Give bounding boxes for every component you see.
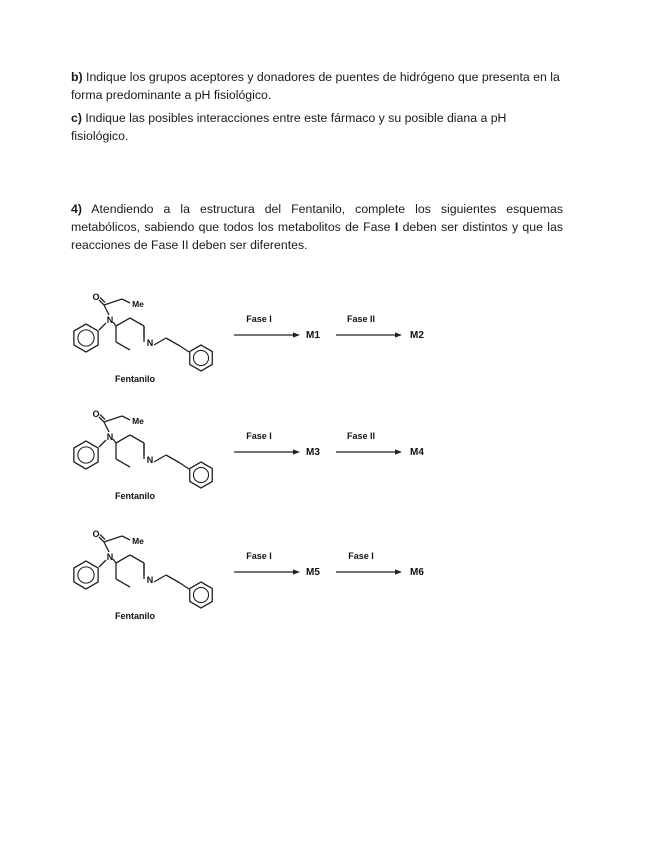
n-phenyl-ring <box>74 441 98 469</box>
ethyl-bond <box>104 299 122 305</box>
piperidine-bond <box>130 435 144 443</box>
amide-nitrogen-label: N <box>106 552 114 562</box>
amide-bond <box>104 542 109 552</box>
amide-bond <box>104 305 109 315</box>
product-1-label: M5 <box>306 567 320 578</box>
question-4 <box>71 200 563 254</box>
question-4-text-1: Atendiendo a la estructura del Fentanilo, complete los siguientes esquemas metabólicos, sabiendo que todos los metabolitos de Fase <box>71 202 563 234</box>
amide-nitrogen-label: N <box>106 432 114 442</box>
phenethyl-bond <box>180 463 189 469</box>
piperidine-nitrogen-label: N <box>146 338 154 348</box>
product-1-label: M3 <box>306 447 320 458</box>
methyl-bond <box>122 416 130 420</box>
piperidine-bond <box>130 555 144 563</box>
phenethyl-bond <box>166 455 180 463</box>
scheme-3 <box>0 519 646 629</box>
piperidine-bond <box>130 318 144 326</box>
phenethyl-bond <box>154 575 166 582</box>
n-phenyl-ring <box>74 324 98 352</box>
step-2-label: Fase II <box>346 314 376 324</box>
amide-bond <box>104 422 109 432</box>
question-b-letter: b) <box>71 70 83 84</box>
n-phenyl-bond <box>99 560 106 567</box>
methyl-label: Me <box>132 536 144 546</box>
reaction-arrow-1 <box>234 449 300 454</box>
piperidine-bond <box>116 435 130 443</box>
step-1-label: Fase I <box>246 551 272 561</box>
reaction-arrow-2 <box>336 332 402 337</box>
methyl-label: Me <box>132 299 144 309</box>
product-2-label: M2 <box>410 330 424 341</box>
reaction-arrow-1 <box>234 569 300 574</box>
piperidine-bond <box>116 579 130 587</box>
question-c <box>71 109 563 145</box>
phenethyl-bond <box>154 338 166 345</box>
amide-nitrogen-label: N <box>106 315 114 325</box>
piperidine-nitrogen-label: N <box>146 575 154 585</box>
n-piperidine-bond <box>113 322 116 326</box>
piperidine-bond <box>116 459 130 467</box>
step-2-label: Fase II <box>346 431 376 441</box>
product-1-label: M1 <box>306 330 320 341</box>
phenethyl-bond <box>166 575 180 583</box>
phenethyl-bond <box>166 338 180 346</box>
piperidine-bond <box>116 342 130 350</box>
step-1-label: Fase I <box>246 431 272 441</box>
phenethyl-ring <box>190 345 213 371</box>
phenethyl-ring <box>190 582 213 608</box>
reaction-arrow-2 <box>336 569 402 574</box>
question-4-number: 4) <box>71 202 82 216</box>
phenethyl-bond <box>154 455 166 462</box>
methyl-bond <box>122 299 130 303</box>
step-1-label: Fase I <box>246 314 272 324</box>
phenethyl-bond <box>180 346 189 352</box>
n-phenyl-bond <box>99 323 106 330</box>
methyl-label: Me <box>132 416 144 426</box>
question-b <box>71 68 563 104</box>
phenethyl-bond <box>180 583 189 589</box>
oxygen-atom-label: O <box>92 529 100 539</box>
n-piperidine-bond <box>113 439 116 443</box>
phenethyl-ring <box>190 462 213 488</box>
reaction-arrow-1 <box>234 332 300 337</box>
ethyl-bond <box>104 416 122 422</box>
ethyl-bond <box>104 536 122 542</box>
piperidine-nitrogen-label: N <box>146 455 154 465</box>
product-2-label: M6 <box>410 567 424 578</box>
question-b-text: Indique los grupos aceptores y donadores de puentes de hidrógeno que presenta en la forma predominante a pH fisiológico. <box>71 70 560 102</box>
scheme-1 <box>0 282 646 392</box>
question-4-text-2: deben ser distintos y que las reacciones de Fase II deben ser diferentes. <box>71 220 563 252</box>
n-piperidine-bond <box>113 559 116 563</box>
molecule-name: Fentanilo <box>115 491 155 501</box>
question-c-text: Indique las posibles interacciones entre este fármaco y su posible diana a pH fisiológico. <box>71 111 507 143</box>
piperidine-bond <box>116 318 130 326</box>
scheme-1-svg <box>0 282 646 392</box>
question-4-bold-1: I <box>394 220 399 234</box>
piperidine-bond <box>116 555 130 563</box>
question-c-letter: c) <box>71 111 82 125</box>
step-2-label: Fase I <box>348 551 374 561</box>
molecule-name: Fentanilo <box>115 611 155 621</box>
oxygen-atom-label: O <box>92 292 100 302</box>
product-2-label: M4 <box>410 447 424 458</box>
reaction-arrow-2 <box>336 449 402 454</box>
methyl-bond <box>122 536 130 540</box>
scheme-2 <box>0 399 646 509</box>
scheme-3-svg <box>0 519 646 629</box>
oxygen-atom-label: O <box>92 409 100 419</box>
n-phenyl-ring <box>74 561 98 589</box>
n-phenyl-bond <box>99 440 106 447</box>
molecule-name: Fentanilo <box>115 374 155 384</box>
scheme-2-svg <box>0 399 646 509</box>
